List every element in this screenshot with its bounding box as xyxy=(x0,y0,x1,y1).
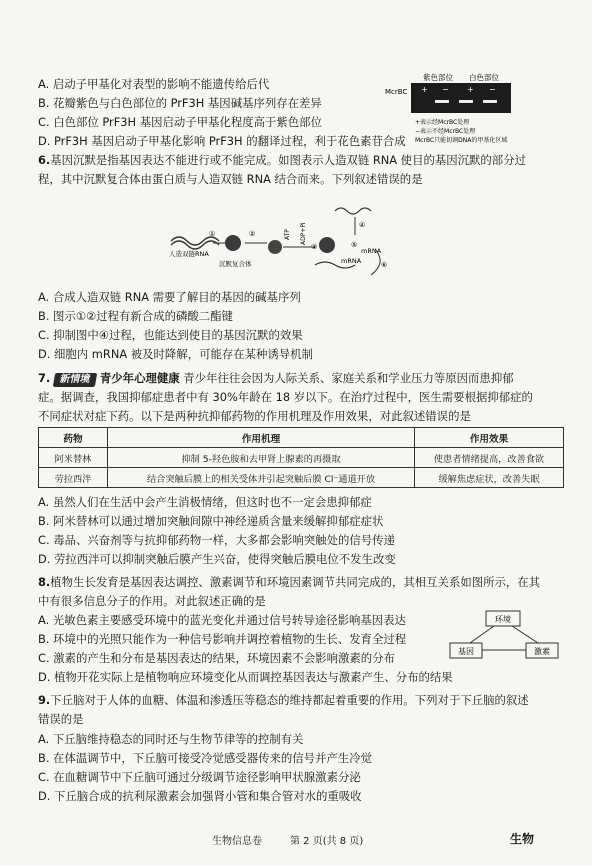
q8-stem-text-1: 植物生长发育是基因表达调控、激素调节和环境因素调节共同完成的，其相互关系如图所示，在其 xyxy=(50,575,541,589)
q7-stem-text-1: 青少年往往会因为人际关系、家庭关系和学业压力等原因而患抑郁 xyxy=(183,371,514,385)
table-cell: 抑制 5-羟色胺和去甲肾上腺素的再摄取 xyxy=(108,448,415,468)
gel-band-2 xyxy=(459,100,473,103)
table-header-effect: 作用效果 xyxy=(415,428,564,448)
q9-stem-1 xyxy=(38,692,529,708)
q7-stem-1 xyxy=(38,370,514,387)
step-5: ⑤ xyxy=(351,241,358,249)
q7-stem-2: 症。据调查，我国抑郁症患者中有 30%年龄在 18 岁以下。在治疗过程中，医生需要根据抑郁症的 xyxy=(38,390,533,404)
table-cell: 阿米替林 xyxy=(39,448,108,468)
table-header-mechanism: 作用机理 xyxy=(108,428,415,448)
q7-number: 7. xyxy=(38,371,51,385)
label-env: 环境 xyxy=(495,615,511,624)
q6-number: 6. xyxy=(38,153,51,167)
gel-band-1 xyxy=(435,100,449,103)
q6-stem-2: 程，其中沉默复合体由蛋白质与人造双链 RNA 结合而来。下列叙述错误的是 xyxy=(38,172,423,186)
q7-topic: 青少年心理健康 xyxy=(99,371,180,385)
q8-option-d: D. 植物开花实际上是植物响应环境变化从而调控基因表达与激素产生、分布的结果 xyxy=(38,670,453,684)
q6-option-b: B. 图示①②过程有新合成的磷酸二酯键 xyxy=(38,309,233,323)
q7-option-b: B. 阿米替林可以通过增加突触间隙中神经递质含量来缓解抑郁症症状 xyxy=(38,514,384,528)
q6-stem-1 xyxy=(38,152,526,168)
table-cell: 结合突触后膜上的相关受体并引起突触后膜 Cl⁻通道开放 xyxy=(108,468,415,488)
q6-option-d: D. 细胞内 mRNA 被及时降解，可能存在某种诱导机制 xyxy=(38,347,314,361)
arrow-env-hormone xyxy=(512,626,538,643)
q9-stem-2: 错误的是 xyxy=(38,712,84,726)
gene-silencing-diagram xyxy=(165,203,405,285)
table-cell: 劳拉西泮 xyxy=(39,468,108,488)
q8-stem-2: 中有很多信息分子的作用。对此叙述正确的是 xyxy=(38,594,266,608)
gel-legend-1: +表示经McrBC处理 xyxy=(415,119,470,126)
table-cell: 缓解焦虑症状，改善失眠 xyxy=(415,468,564,488)
q6-option-c: C. 抑制图中④过程，也能达到使目的基因沉默的效果 xyxy=(38,328,303,342)
gel-marker-label: McrBC xyxy=(385,88,408,96)
drug-table xyxy=(38,427,564,488)
gel-legend-3: McrBC只能切割DNA的甲基化区域 xyxy=(415,137,508,144)
gel-white-label: 白色部位 xyxy=(469,73,499,82)
q8-number: 8. xyxy=(38,575,51,589)
gel-lane-sign-2: − xyxy=(442,85,449,94)
arrow-env-gene xyxy=(470,626,494,643)
plant-regulation-diagram xyxy=(446,609,566,669)
gel-lane-sign-4: − xyxy=(489,85,496,94)
q5-option-c: C. 白色部位 PrF3H 基因启动子甲基化程度高于紫色部位 xyxy=(38,115,322,129)
gel-purple-label: 紫色部位 xyxy=(423,73,453,82)
q9-option-a: A. 下丘脑维持稳态的同时还与生物节律等的控制有关 xyxy=(38,732,304,746)
label-atp: ATP xyxy=(284,229,291,240)
gel-legend-2: −表示不经McrBC处理 xyxy=(415,128,476,135)
footer-page: 第 2 页(共 8 页) xyxy=(290,836,364,847)
q5-option-b: B. 花瓣紫色与白色部位的 PrF3H 基因碱基序列存在差异 xyxy=(38,96,322,110)
step-1: ① xyxy=(209,230,216,238)
new-context-badge: 新情境 xyxy=(53,373,97,387)
q7-option-a: A. 虽然人们在生活中会产生消极情绪，但这时也不一定会患抑郁症 xyxy=(38,495,372,509)
complex-bound xyxy=(319,237,335,253)
label-hormone: 激素 xyxy=(534,647,550,656)
q7-option-d: D. 劳拉西泮可以抑制突触后膜产生兴奋，使得突触后膜电位不发生改变 xyxy=(38,552,396,566)
step-6: ⑥ xyxy=(381,261,388,269)
footer-subject: 生物 xyxy=(510,832,535,846)
table-header-drug: 药物 xyxy=(39,428,108,448)
gel-lane-sign-3: + xyxy=(467,85,474,94)
q9-stem-text-1: 下丘脑对于人体的血糖、体温和渗透压等稳态的维持都起着重要的作用。下列对于下丘脑的叙述 xyxy=(50,693,529,707)
label-dsrna: 人造双链RNA xyxy=(169,250,209,258)
table-cell: 使患者情绪提高，改善食欲 xyxy=(415,448,564,468)
gel-lane-sign-1: + xyxy=(421,85,428,94)
table-row xyxy=(39,448,564,468)
q6-option-a: A. 合成人造双链 RNA 需要了解目的基因的碱基序列 xyxy=(38,290,301,304)
mrna-top xyxy=(335,208,371,214)
q9-option-b: B. 在体温调节中，下丘脑可接受冷觉感受器传来的信号并产生冷觉 xyxy=(38,751,372,765)
label-complex: 沉默复合体 xyxy=(219,260,252,268)
label-mrna-2: mRNA xyxy=(341,257,362,265)
complex-activated xyxy=(268,240,282,254)
step-4: ④ xyxy=(359,221,366,229)
q8-option-b: B. 环境中的光照只能作为一种信号影响并调控着植物的生长、发育全过程 xyxy=(38,632,407,646)
label-adp: ADP+Pi xyxy=(300,222,307,245)
q9-option-c: C. 在血糖调节中下丘脑可通过分级调节途径影响甲状腺激素分泌 xyxy=(38,770,361,784)
q5-option-d: D. PrF3H 基因启动子甲基化影响 PrF3H 的翻译过程，利于花色素苷合成 xyxy=(38,134,406,148)
q7-stem-3: 不同症状对症下药。以下是两种抗抑郁药物的作用机理及作用效果，对此叙述错误的是 xyxy=(38,409,471,423)
label-mrna-1: mRNA xyxy=(361,247,382,255)
silencing-complex xyxy=(225,235,241,251)
table-header-row xyxy=(39,428,564,448)
step-3: ③ xyxy=(311,243,318,251)
methylation-gel-figure xyxy=(385,71,590,151)
gel-band-3 xyxy=(483,100,497,103)
label-gene: 基因 xyxy=(458,647,474,656)
q8-option-c: C. 激素的产生和分布是基因表达的结果，环境因素不会影响激素的分布 xyxy=(38,651,395,665)
q8-stem-1 xyxy=(38,574,540,590)
footer-volume: 生物信息卷 xyxy=(212,836,262,847)
step-2: ② xyxy=(249,230,256,238)
q5-option-a: A. 启动子甲基化对表型的影响不能遗传给后代 xyxy=(38,77,270,91)
q9-option-d: D. 下丘脑合成的抗利尿激素会加强肾小管和集合管对水的重吸收 xyxy=(38,789,362,803)
q6-stem-text-1: 基因沉默是指基因表达不能进行或不能完成。如图表示人造双链 RNA 使目的基因沉默的部分过 xyxy=(50,153,526,167)
q8-option-a: A. 光敏色素主要感受环境中的蓝光变化并通过信号转导途径影响基因表达 xyxy=(38,613,406,627)
table-row xyxy=(39,468,564,488)
q9-number: 9. xyxy=(38,693,51,707)
q7-option-c: C. 毒品、兴奋剂等与抗抑郁药物一样，大多都会影响突触处的信号传递 xyxy=(38,533,395,547)
